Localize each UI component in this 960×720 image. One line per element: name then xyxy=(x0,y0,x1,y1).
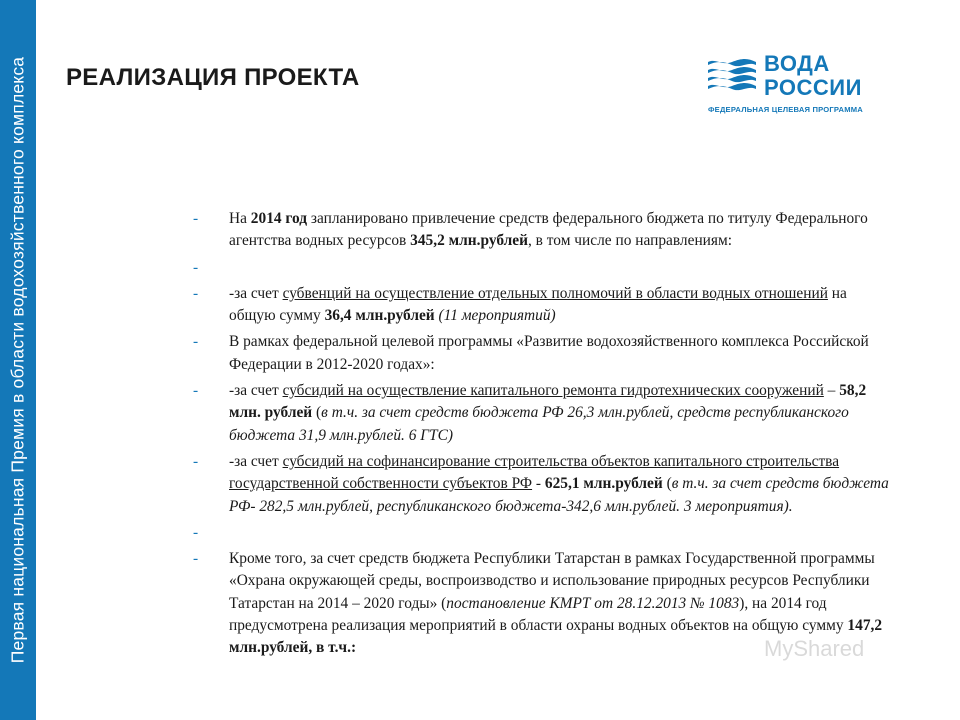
side-band xyxy=(0,0,36,720)
slide-title: РЕАЛИЗАЦИЯ ПРОЕКТА xyxy=(66,64,360,91)
bullet-dash: - xyxy=(193,550,199,568)
bullet-list xyxy=(193,208,893,664)
list-item xyxy=(193,522,893,544)
side-band-text: Первая национальная Премия в области водохозяйственного комплекса xyxy=(7,56,28,664)
voda-rossii-logo xyxy=(706,52,896,118)
list-item: - -за счет субсидий на софинансирование строительства объектов капитального строительства государственной собственности субъектов РФ - 625,1 млн.рублей (в т.ч. за счет средств бюджета РФ- 282,5 млн.рублей, республиканского бюджета-342,6 млн.рублей. 3 мероприятия). xyxy=(193,452,889,515)
bullet-dash: - xyxy=(193,523,199,541)
bullet-dash: - xyxy=(193,382,199,400)
bullet-dash: - xyxy=(193,284,199,302)
logo-line1: ВОДА xyxy=(764,51,830,76)
bullet-dash: - xyxy=(193,258,199,276)
list-item: - На 2014 год запланировано привлечение средств федерального бюджета по титулу Федерального агентства водных ресурсов 345,2 млн.рублей, в том числе по направлениям: xyxy=(193,210,868,250)
list-item xyxy=(193,257,893,279)
list-item: - -за счет субвенций на осуществление отдельных полномочий в области водных отношений на общую сумму 36,4 млн.рублей (11 мероприятий) xyxy=(193,284,847,325)
list-item: - Кроме того, за счет средств бюджета Республики Татарстан в рамках Государственной программы «Охрана окружающей среды, воспроизводство и использование природных ресурсов Республики Татарстан на 2014 – 2020 годы» (постановление КМРТ от 28.12.2013 № 1083), на 2014 год предусмотрена реализация мероприятий в области охраны водных объектов на общую сумму 147,2 млн.рублей, в т.ч.: xyxy=(193,550,883,657)
logo-line2: РОССИИ xyxy=(764,75,862,100)
water-waves-icon xyxy=(708,56,756,96)
bullet-dash: - xyxy=(193,210,199,227)
logo-name xyxy=(764,52,862,100)
bullet-dash: - xyxy=(193,333,199,351)
list-item: - -за счет субсидий на осуществление капитального ремонта гидротехнических сооружений – 58,2 млн. рублей (в т.ч. за счет средств бюджета РФ 26,3 млн.рублей, средств республиканского бюджета 31,9 млн.рублей. 6 ГТС) xyxy=(193,382,867,444)
list-item: - В рамках федеральной целевой программы «Развитие водохозяйственного комплекса Российской Федерации в 2012-2020 годах»: xyxy=(193,333,869,373)
watermark: MyShared xyxy=(764,636,865,661)
bullet-dash: - xyxy=(193,452,199,470)
logo-subtitle: ФЕДЕРАЛЬНАЯ ЦЕЛЕВАЯ ПРОГРАММА xyxy=(708,105,863,114)
